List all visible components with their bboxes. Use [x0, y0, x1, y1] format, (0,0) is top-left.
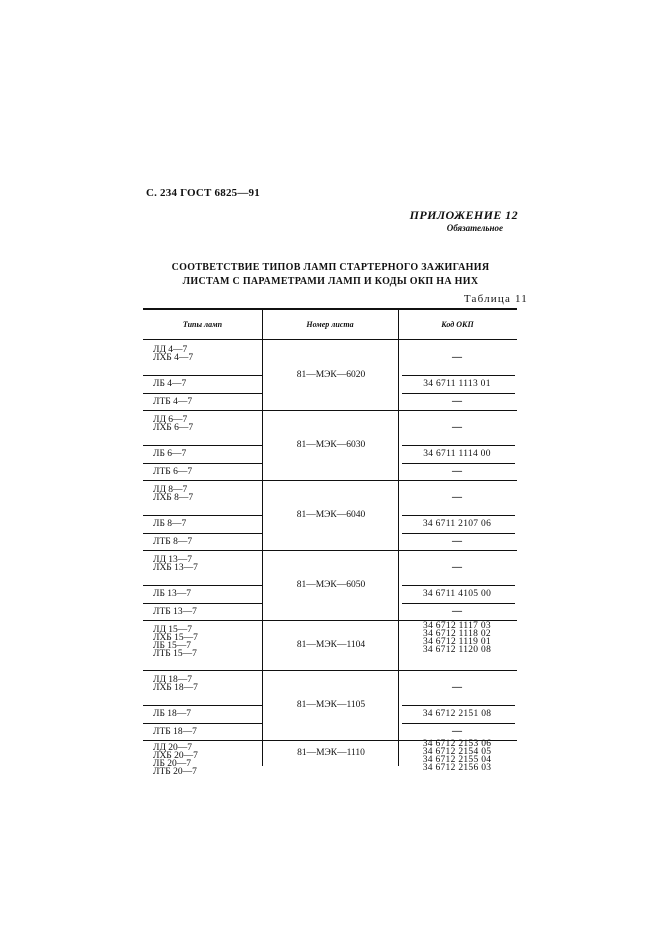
- row-rule-codes: [402, 533, 515, 534]
- row-rule-codes: [402, 375, 515, 376]
- row-rule-codes: [402, 585, 515, 586]
- lamp-type: ЛД 8—7: [153, 485, 188, 495]
- row-rule-codes: [402, 515, 515, 516]
- row-rule-types: [143, 445, 262, 446]
- sheet-number: 81—МЭК—6030: [296, 440, 366, 450]
- okp-code-dash: —: [452, 681, 462, 693]
- row-rule-types: [143, 705, 262, 706]
- lamp-type: ЛБ 8—7: [153, 519, 187, 529]
- row-rule-types: [143, 515, 262, 516]
- lamp-type: ЛБ 6—7: [153, 449, 187, 459]
- row-rule-types: [143, 463, 262, 464]
- sheet-number: 81—МЭК—1110: [297, 748, 365, 758]
- group-rule: [143, 550, 517, 551]
- group-rule: [143, 410, 517, 411]
- lamp-type: ЛХБ 15—7: [153, 633, 198, 643]
- lamp-type: ЛТБ 8—7: [153, 536, 193, 547]
- sheet-number: 81—МЭК—6040: [296, 510, 366, 520]
- lamp-type: ЛД 15—7: [153, 625, 193, 635]
- appendix-note: Обязательное: [446, 223, 503, 233]
- okp-code: 34 6711 1113 01: [423, 379, 491, 389]
- row-rule-codes: [402, 603, 515, 604]
- lamp-type: ЛХБ 18—7: [153, 683, 198, 693]
- row-rule-codes: [402, 723, 515, 724]
- column-header: Типы ламп: [182, 320, 223, 329]
- row-rule-codes: [402, 705, 515, 706]
- lamp-type: ЛХБ 6—7: [153, 423, 194, 433]
- okp-code: 34 6711 1114 00: [423, 449, 491, 459]
- row-rule-codes: [402, 445, 515, 446]
- lamp-type: ЛХБ 13—7: [153, 563, 198, 573]
- lamp-type: ЛБ 15—7: [153, 641, 192, 651]
- lamp-type: ЛБ 4—7: [153, 379, 187, 389]
- okp-code-dash: —: [452, 395, 462, 407]
- column-header: Код ОКП: [441, 320, 474, 329]
- okp-code: 34 6711 2107 06: [422, 519, 492, 529]
- lamp-type: ЛБ 20—7: [153, 759, 192, 769]
- okp-code: 34 6711 4105 00: [422, 589, 492, 599]
- row-rule-types: [143, 393, 262, 394]
- lamp-type: ЛХБ 4—7: [153, 353, 194, 363]
- sheet-number: 81—МЭК—6020: [296, 370, 366, 380]
- okp-code: 34 6712 1119 01: [423, 637, 491, 647]
- okp-code-dash: —: [452, 351, 462, 363]
- page-header: С. 234 ГОСТ 6825—91: [146, 187, 260, 199]
- table-top-rule: [143, 308, 517, 310]
- lamp-type: ЛД 6—7: [153, 415, 188, 425]
- okp-code: 34 6712 2151 08: [422, 709, 492, 719]
- sheet-number: 81—МЭК—1105: [296, 700, 366, 710]
- column-header: Номер листа: [306, 320, 354, 329]
- appendix-title: ПРИЛОЖЕНИЕ 12: [409, 208, 518, 222]
- okp-code: 34 6712 2153 06: [422, 739, 492, 749]
- okp-code-dash: —: [452, 561, 462, 573]
- okp-code: 34 6712 1118 02: [423, 629, 491, 639]
- okp-code: 34 6712 2156 03: [422, 763, 492, 773]
- row-rule-codes: [402, 393, 515, 394]
- lamp-type: ЛТБ 4—7: [153, 396, 193, 407]
- group-rule: [143, 670, 517, 671]
- okp-code: 34 6712 2155 04: [422, 755, 492, 765]
- okp-code-dash: —: [452, 421, 462, 433]
- lamp-type: ЛД 13—7: [153, 555, 193, 565]
- table-header-rule: [143, 339, 517, 340]
- lamp-type: ЛХБ 8—7: [153, 493, 194, 503]
- table-heading-line-2: ЛИСТАМ С ПАРАМЕТРАМИ ЛАМП И КОДЫ ОКП НА НИХ: [182, 276, 479, 287]
- lamp-type: ЛБ 18—7: [153, 709, 192, 719]
- lamp-type: ЛТБ 18—7: [153, 726, 197, 737]
- row-rule-types: [143, 375, 262, 376]
- sheet-number: 81—МЭК—1104: [296, 640, 366, 650]
- lamp-type: ЛТБ 6—7: [153, 466, 193, 477]
- row-rule-types: [143, 585, 262, 586]
- lamp-type: ЛД 18—7: [153, 675, 193, 685]
- lamp-type: ЛД 4—7: [153, 345, 188, 355]
- lamp-type: ЛБ 13—7: [153, 589, 192, 599]
- lamp-type: ЛТБ 15—7: [153, 649, 197, 659]
- row-rule-codes: [402, 463, 515, 464]
- row-rule-types: [143, 603, 262, 604]
- lamp-type: ЛТБ 20—7: [153, 767, 197, 777]
- okp-code: 34 6712 1120 08: [422, 645, 492, 655]
- okp-code: 34 6712 1117 03: [423, 621, 491, 631]
- lamp-type: ЛД 20—7: [153, 743, 193, 753]
- sheet-number: 81—МЭК—6050: [296, 580, 366, 590]
- row-rule-types: [143, 723, 262, 724]
- lamp-correspondence-table: [143, 308, 517, 777]
- okp-code-dash: —: [452, 491, 462, 503]
- table-number-label: Таблица 11: [463, 293, 528, 305]
- group-rule: [143, 480, 517, 481]
- row-rule-types: [143, 533, 262, 534]
- lamp-type: ЛХБ 20—7: [153, 751, 198, 761]
- okp-code: 34 6712 2154 05: [422, 747, 492, 757]
- okp-code-dash: —: [452, 725, 462, 737]
- table-heading-line-1: СООТВЕТСТВИЕ ТИПОВ ЛАМП СТАРТЕРНОГО ЗАЖИГАНИЯ: [171, 262, 490, 273]
- okp-code-dash: —: [452, 535, 462, 547]
- okp-code-dash: —: [452, 605, 462, 617]
- lamp-type: ЛТБ 13—7: [153, 606, 197, 617]
- okp-code-dash: —: [452, 465, 462, 477]
